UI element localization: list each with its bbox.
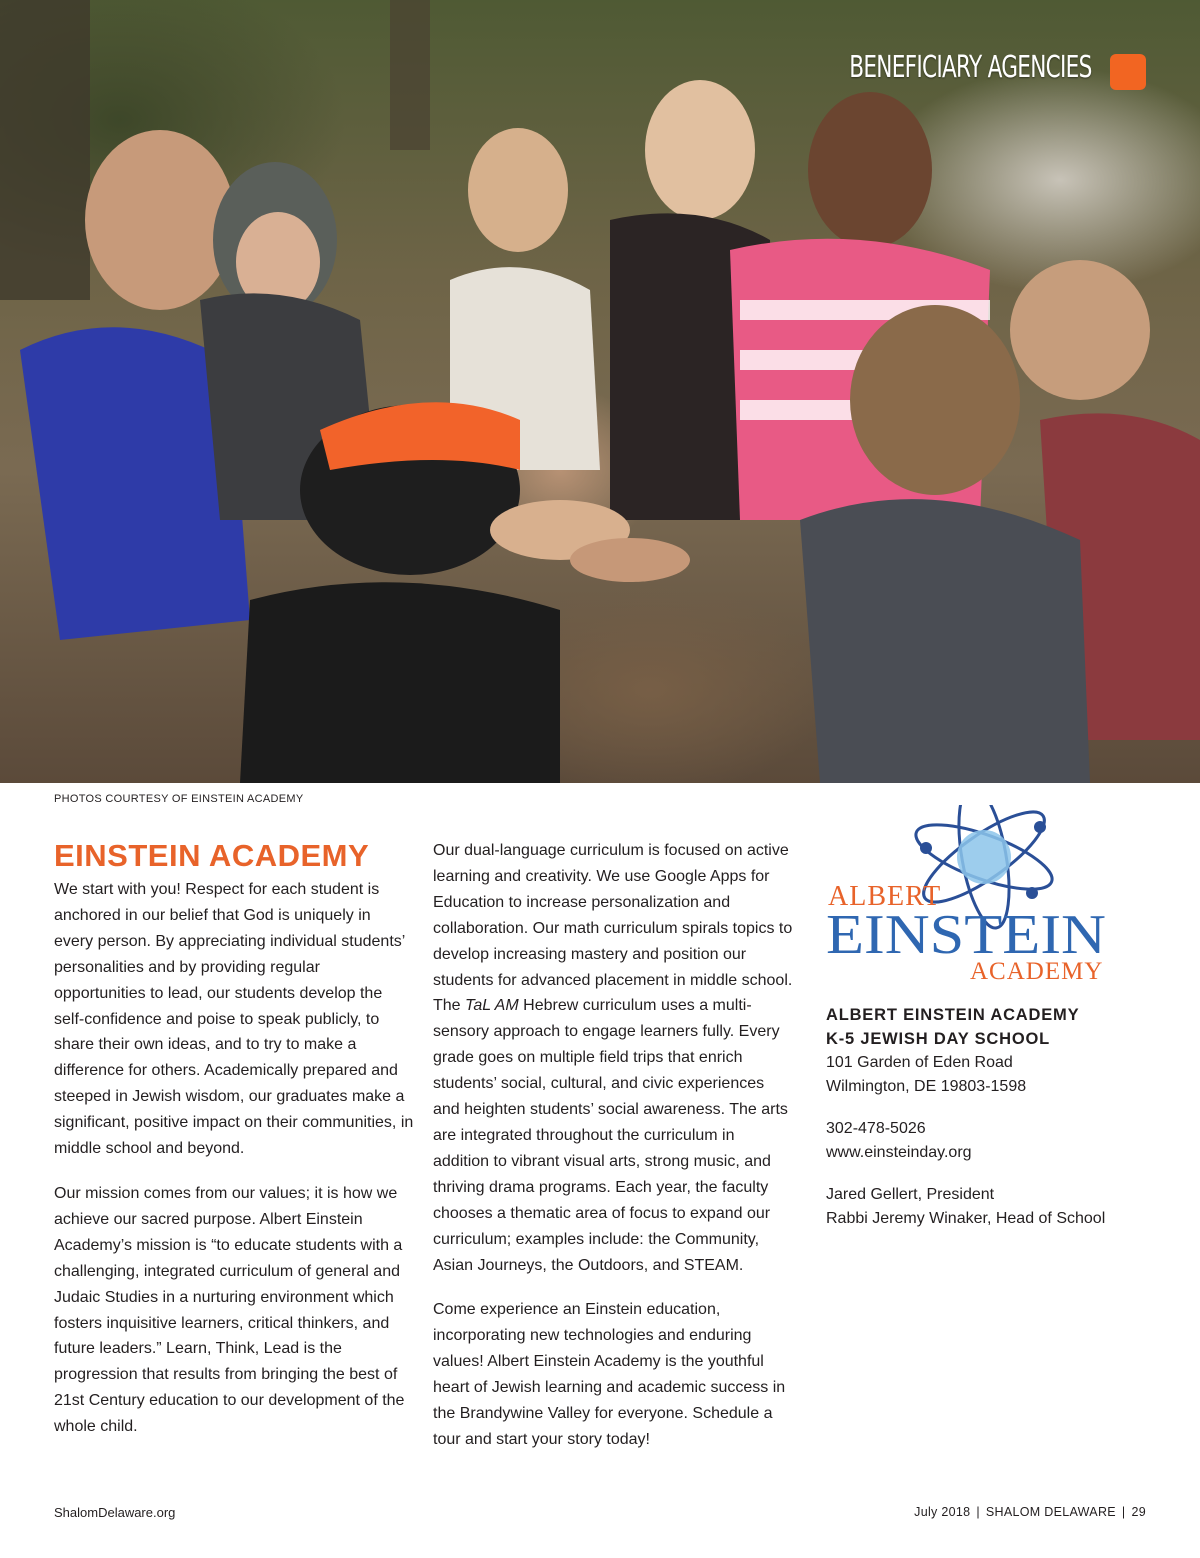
logo-line-academy: ACADEMY xyxy=(970,958,1104,985)
school-name: ALBERT EINSTEIN ACADEMY xyxy=(826,1006,1080,1024)
contact-block xyxy=(826,1003,1166,1231)
address-line-1: 101 Garden of Eden Road xyxy=(826,1054,1013,1071)
separator: | xyxy=(1121,1505,1126,1519)
website-link[interactable]: www.einsteinday.org xyxy=(826,1144,972,1161)
page-number: 29 xyxy=(1131,1505,1146,1519)
address-line-2: Wilmington, DE 19803-1598 xyxy=(826,1078,1027,1095)
president: Jared Gellert, President xyxy=(826,1186,995,1203)
section-tag-square xyxy=(1110,54,1146,90)
curriculum-name: TaL AM xyxy=(465,997,519,1015)
article-headline: EINSTEIN ACADEMY xyxy=(54,838,370,873)
footer-issue-info xyxy=(914,1505,1146,1519)
paragraph: We start with you! Respect for each student is anchored in our belief that God is uniquely in every person. By appreciating individual students’ personalities and by providing regular opportunities to lead, our students develop the self-confidence and poise to speak publicly, to share their own ideas, and to try to make a difference for others. Academically prepared and steeped in Jewish wisdom, our graduates make a significant, positive impact on their communities, in middle school and beyond. xyxy=(54,881,414,1158)
section-tag: BENEFICIARY AGENCIES xyxy=(849,50,1092,85)
head-of-school: Rabbi Jeremy Winaker, Head of School xyxy=(826,1210,1106,1227)
footer-site: ShalomDelaware.org xyxy=(54,1505,176,1520)
photo-credit: PHOTOS COURTESY OF EINSTEIN ACADEMY xyxy=(54,793,304,805)
einstein-academy-logo xyxy=(824,805,1114,985)
paragraph xyxy=(433,838,793,1278)
paragraph-text: Hebrew curriculum uses a multi-sensory approach to engage learners fully. Every grade goes on multiple field trips that enrich students’ social, cultural, and civic experiences and heighten students’ social awareness. The arts are integrated throughout the curriculum in addition to vibrant visual arts, strong music, and thriving drama programs. Each year, the faculty chooses a thematic area of focus to expand our curriculum; examples include: the Community, Asian Journeys, the Outdoors, and STEAM. xyxy=(433,997,788,1274)
logo-line-albert: ALBERT xyxy=(828,881,942,912)
paragraph: Our mission comes from our values; it is how we achieve our sacred purpose. Albert Einstein Academy’s mission is “to educate students with a challenging, integrated curriculum of general and Judaic Studies in a nurturing environment which fosters inquisitive learners, critical thinkers, and future leaders.” Learn, Think, Lead is the progression that results from bringing the best of 21st Century education to our development of the whole child. xyxy=(54,1184,405,1436)
issue-date: July 2018 xyxy=(914,1505,971,1519)
paragraph: Come experience an Einstein education, incorporating new technologies and enduring values! Albert Einstein Academy is the youthful heart of Jewish learning and academic success in the Brandywine Valley for everyone. Schedule a tour and start your story today! xyxy=(433,1301,786,1448)
article-column-2 xyxy=(433,838,793,1453)
school-subtitle: K-5 JEWISH DAY SCHOOL xyxy=(826,1030,1051,1048)
paragraph-text: Our dual-language curriculum is focused on active learning and creativity. We use Google Apps for Education to increase personalization and collaboration. Our math curriculum spirals topics to develop increasing mastery and position our students for advanced placement in middle school. The xyxy=(433,842,793,1015)
separator: | xyxy=(976,1505,980,1519)
publication-name: SHALOM DELAWARE xyxy=(985,1505,1116,1519)
phone-number: 302-478-5026 xyxy=(826,1120,926,1137)
logo-line-einstein: EINSTEIN xyxy=(826,904,1106,966)
article-column-1 xyxy=(54,877,414,1440)
